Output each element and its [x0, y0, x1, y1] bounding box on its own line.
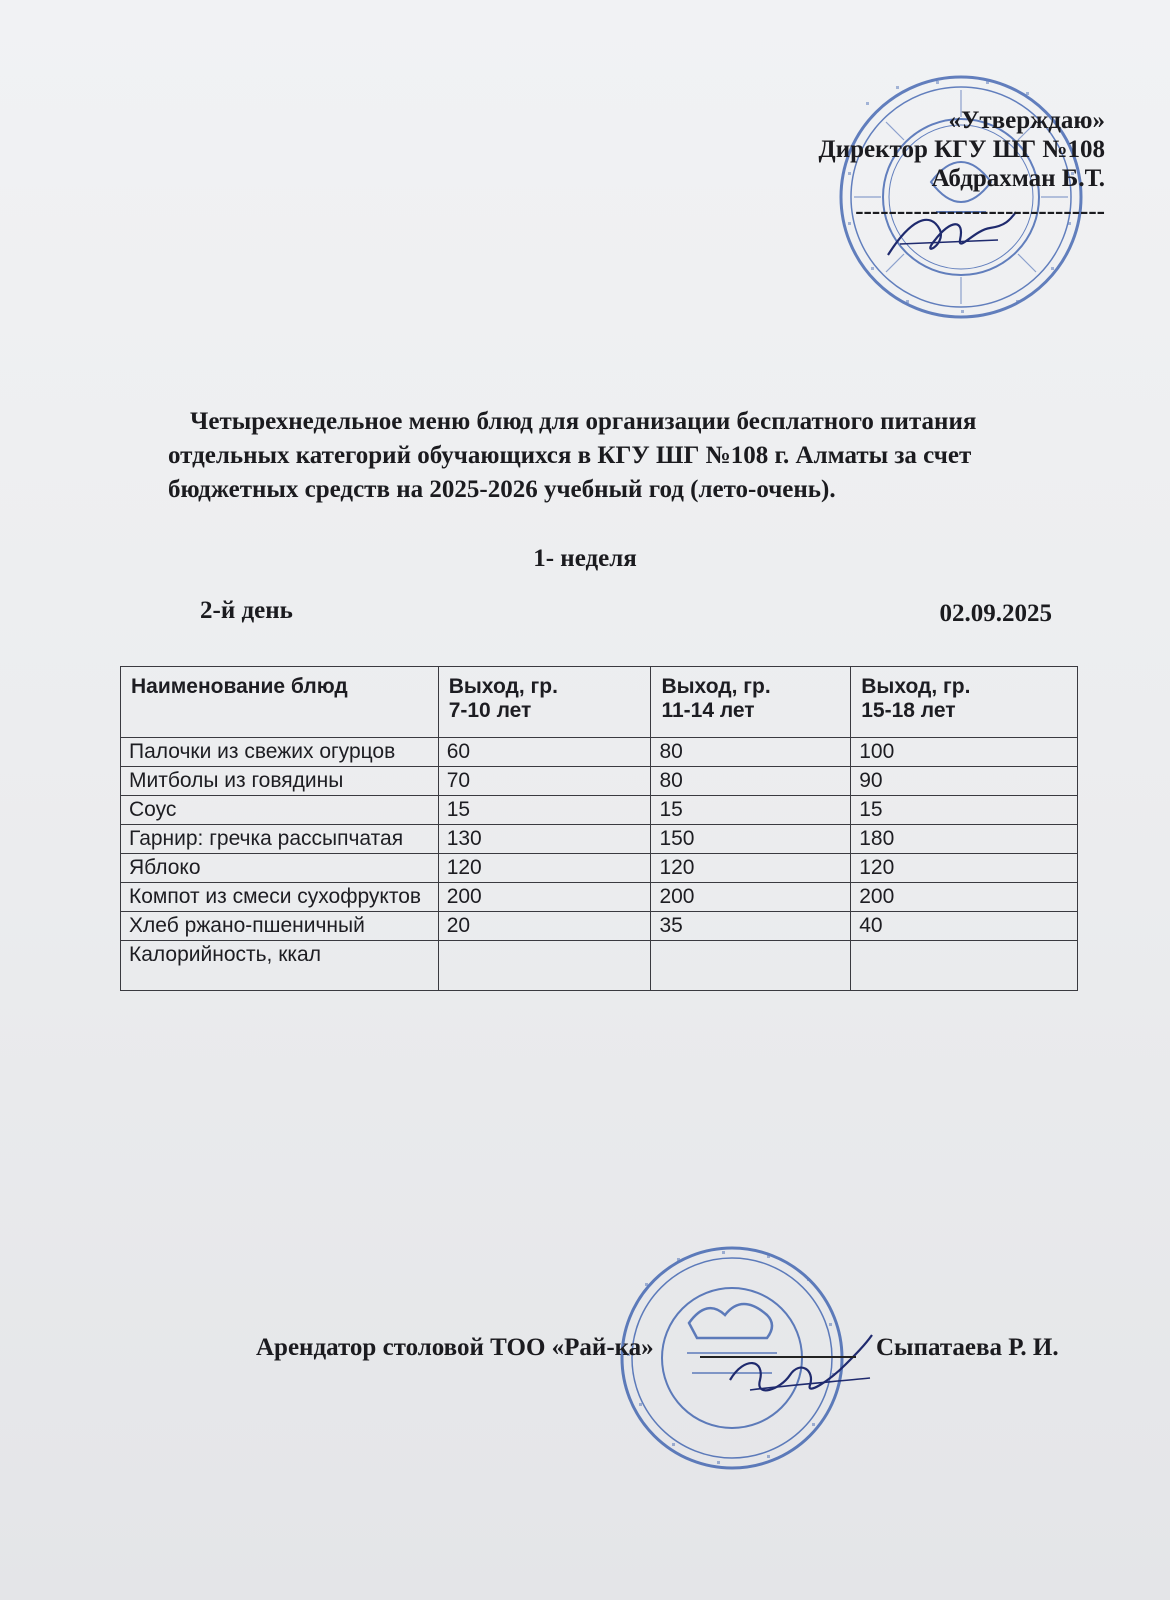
document-title: Четырехнедельное меню блюд для организации бесплатного питания отдельных категорий обучающихся в КГУ ШГ №108 г. Алматы за счет бюджетных средств на 2025-2026 учебный год (лето-очень).: [168, 408, 977, 503]
header-yield-15-18: Выход, гр. 15-18 лет: [851, 667, 1078, 738]
dish-name: Яблоко: [121, 854, 439, 883]
tenant-name: Сыпатаева Р. И.: [876, 1334, 1059, 1361]
dish-name: Митболы из говядины: [121, 767, 439, 796]
approval-block: [819, 106, 1105, 226]
yield-11-14: 15: [651, 796, 851, 825]
table-row-calories: [121, 941, 1078, 991]
dish-name: Гарнир: гречка рассыпчатая: [121, 825, 439, 854]
day-label: 2-й день: [200, 597, 293, 624]
table-row: [121, 854, 1078, 883]
yield-15-18: 120: [851, 854, 1078, 883]
table-row: [121, 825, 1078, 854]
yield-7-10: 60: [438, 738, 651, 767]
yield-11-14: 120: [651, 854, 851, 883]
yield-15-18: 90: [851, 767, 1078, 796]
yield-11-14: 80: [651, 738, 851, 767]
header-dish-name: Наименование блюд: [121, 667, 439, 738]
tenant-label: Арендатор столовой ТОО «Рай-ка»: [256, 1334, 654, 1361]
yield-7-10: 130: [438, 825, 651, 854]
yield-11-14: 35: [651, 912, 851, 941]
approval-name: Абдрахман Б.Т.: [931, 165, 1105, 192]
approval-position: Директор КГУ ШГ №108: [818, 136, 1105, 163]
yield-7-10: 200: [438, 883, 651, 912]
yield-15-18: 40: [851, 912, 1078, 941]
approval-heading: «Утверждаю»: [948, 107, 1105, 134]
table-header-row: [121, 667, 1078, 738]
table-row: [121, 767, 1078, 796]
yield-11-14: [651, 941, 851, 991]
table-row: [121, 796, 1078, 825]
dish-name: Компот из смеси сухофруктов: [121, 883, 439, 912]
yield-11-14: 200: [651, 883, 851, 912]
signature-underline: [700, 1356, 856, 1358]
header-yield-11-14: Выход, гр. 11-14 лет: [651, 667, 851, 738]
date-label: 02.09.2025: [939, 600, 1052, 627]
dish-name: Хлеб ржано-пшеничный: [121, 912, 439, 941]
yield-7-10: 120: [438, 854, 651, 883]
yield-15-18: 100: [851, 738, 1078, 767]
yield-15-18: 200: [851, 883, 1078, 912]
yield-15-18: 180: [851, 825, 1078, 854]
header-yield-7-10: Выход, гр. 7-10 лет: [438, 667, 651, 738]
dish-name: Соус: [121, 796, 439, 825]
dish-name: Палочки из свежих огурцов: [121, 738, 439, 767]
dish-name: Калорийность, ккал: [121, 941, 439, 991]
menu-table: [120, 666, 1078, 991]
signature-line: ------------------------------: [855, 198, 1105, 225]
table-row: [121, 912, 1078, 941]
table-row: [121, 738, 1078, 767]
week-label: 1- неделя: [533, 545, 637, 572]
tenant-signature: [720, 1330, 880, 1410]
yield-11-14: 80: [651, 767, 851, 796]
yield-7-10: 70: [438, 767, 651, 796]
yield-15-18: 15: [851, 796, 1078, 825]
yield-7-10: 20: [438, 912, 651, 941]
yield-15-18: [851, 941, 1078, 991]
yield-11-14: 150: [651, 825, 851, 854]
yield-7-10: 15: [438, 796, 651, 825]
yield-7-10: [438, 941, 651, 991]
table-row: [121, 883, 1078, 912]
